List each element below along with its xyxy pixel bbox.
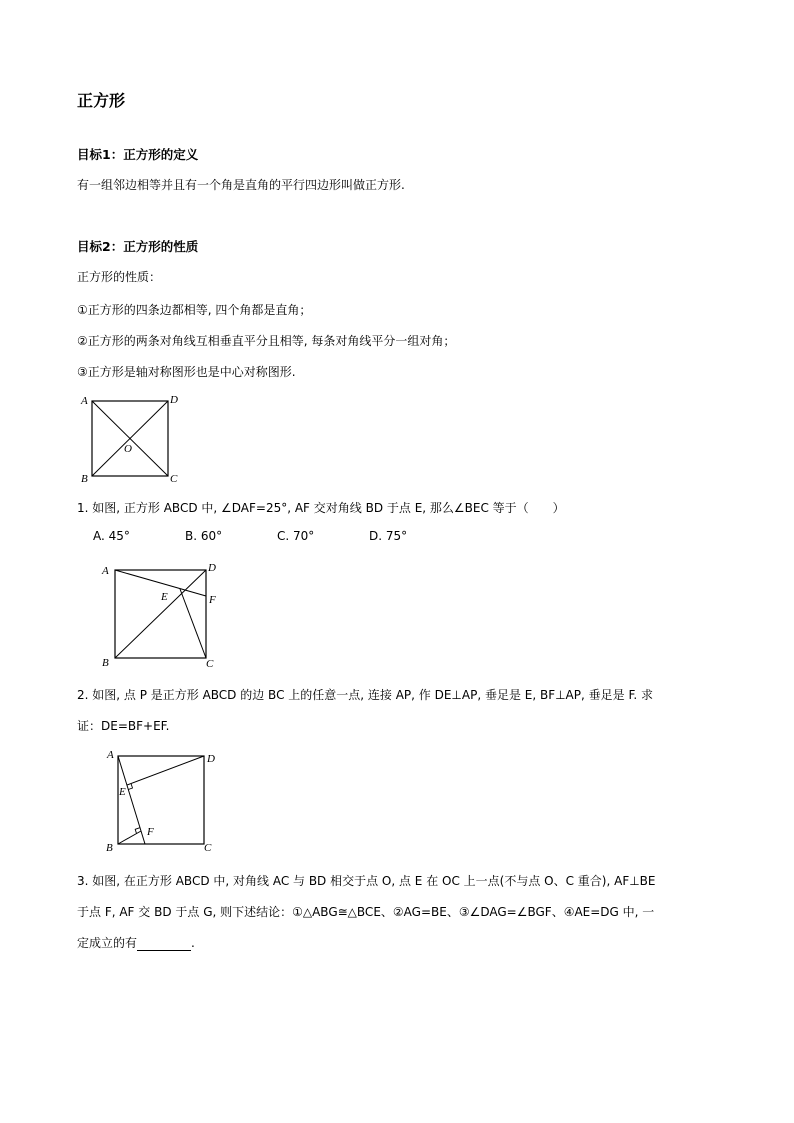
square-outline xyxy=(118,756,204,844)
property-2: ②正方形的两条对角线互相垂直平分且相等, 每条对角线平分一组对角； xyxy=(77,334,456,348)
label-a: A xyxy=(102,565,109,577)
goal2-intro: 正方形的性质： xyxy=(77,270,162,284)
question-1-figure xyxy=(98,558,228,670)
label-c: C xyxy=(204,842,212,854)
question-3-line-3 xyxy=(77,934,195,951)
label-c: C xyxy=(206,658,214,670)
segment-bf xyxy=(118,831,141,844)
property-1: ①正方形的四条边都相等, 四个角都是直角； xyxy=(77,303,312,317)
square-diagonals-figure xyxy=(78,390,188,486)
label-b: B xyxy=(81,473,88,485)
question-1-text: 1. 如图, 正方形 ABCD 中, ∠DAF=25°, AF 交对角线 BD 于点 E, 那么∠BEC 等于（ ） xyxy=(77,501,565,515)
label-d: D xyxy=(208,562,216,574)
goal2-heading: 目标2：正方形的性质 xyxy=(77,239,199,254)
label-a: A xyxy=(81,395,88,407)
q1-option-a: A. 45° xyxy=(93,529,130,543)
label-a: A xyxy=(107,749,114,761)
label-b: B xyxy=(102,657,109,669)
goal1-heading: 目标1：正方形的定义 xyxy=(77,147,199,162)
label-e: E xyxy=(161,591,168,603)
label-d: D xyxy=(170,394,178,406)
page-title: 正方形 xyxy=(77,91,126,110)
answer-blank[interactable] xyxy=(137,939,191,951)
question-3-line-2: 于点 F, AF 交 BD 于点 G, 则下述结论：①△ABG≅△BCE、②AG=BE、③∠DAG=∠BGF、④AE=DG 中, 一 xyxy=(77,905,655,919)
label-b: B xyxy=(106,842,113,854)
segment-ap xyxy=(118,756,145,844)
property-3: ③正方形是轴对称图形也是中心对称图形. xyxy=(77,365,296,379)
q1-option-c: C. 70° xyxy=(277,529,315,543)
question-3-period: . xyxy=(191,936,195,950)
label-f: F xyxy=(209,594,216,606)
q1-option-b: B. 60° xyxy=(185,529,223,543)
question-3-line-3-text: 定成立的有 xyxy=(77,936,138,950)
label-f: F xyxy=(147,826,154,838)
question-2-figure xyxy=(100,745,225,857)
label-e: E xyxy=(119,786,126,798)
question-2-line-2: 证：DE=BF+EF. xyxy=(77,719,170,733)
label-c: C xyxy=(170,473,178,485)
goal1-definition: 有一组邻边相等并且有一个角是直角的平行四边形叫做正方形. xyxy=(77,178,405,192)
segment-de xyxy=(127,756,204,785)
label-d: D xyxy=(207,753,215,765)
segment-ec xyxy=(180,589,206,658)
question-3-line-1: 3. 如图, 在正方形 ABCD 中, 对角线 AC 与 BD 相交于点 O, 点 E 在 OC 上一点(不与点 O、C 重合), AF⊥BE xyxy=(77,874,656,888)
q1-option-d: D. 75° xyxy=(369,529,408,543)
label-o: O xyxy=(124,443,132,455)
question-2-line-1: 2. 如图, 点 P 是正方形 ABCD 的边 BC 上的任意一点, 连接 AP, 作 DE⊥AP, 垂足是 E, BF⊥AP, 垂足是 F. 求 xyxy=(77,688,654,702)
